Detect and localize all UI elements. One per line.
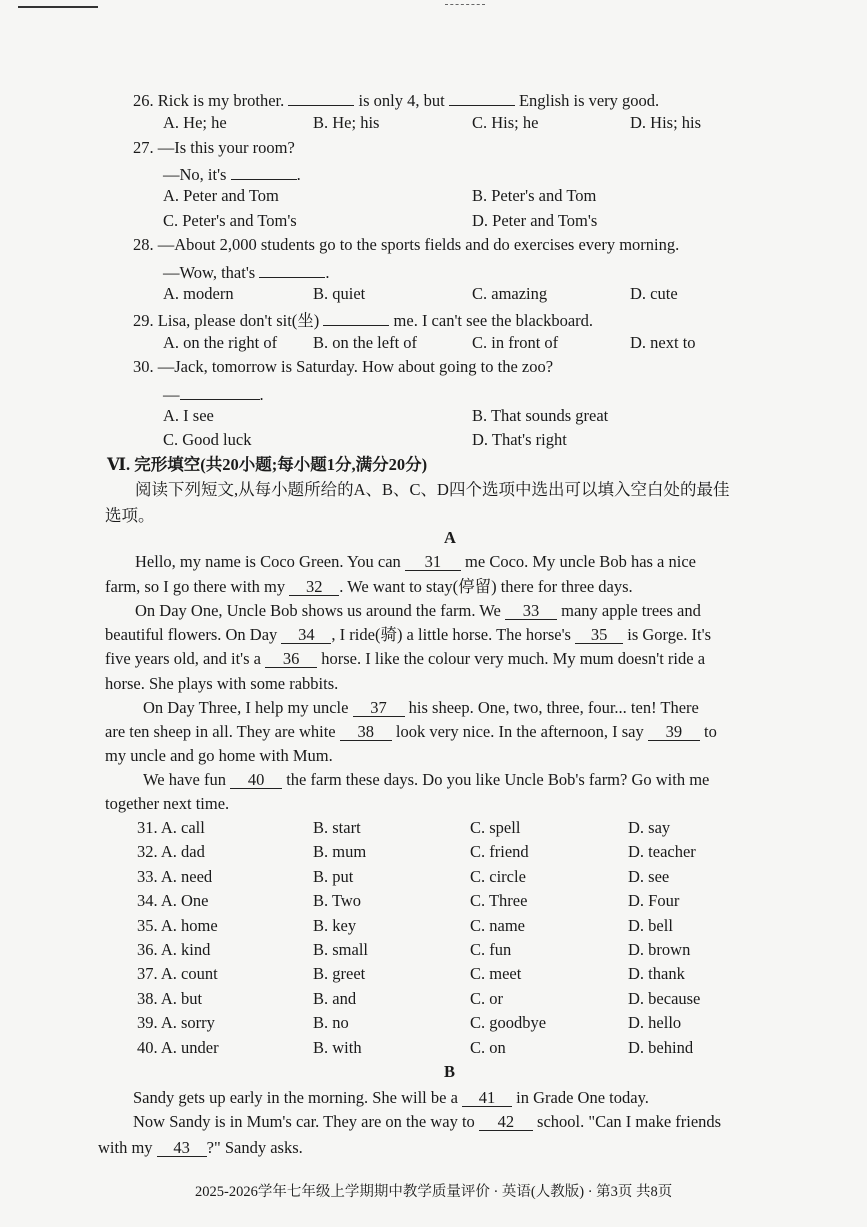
question-text: — bbox=[163, 385, 180, 404]
question-text: is only 4, but bbox=[358, 91, 445, 110]
answer-blank[interactable] bbox=[259, 260, 325, 278]
option-b: B. put bbox=[313, 866, 354, 886]
passage-a-line bbox=[105, 577, 633, 597]
option-d: D. cute bbox=[630, 284, 678, 303]
option-c: C. fun bbox=[470, 940, 512, 959]
passage-a-line bbox=[143, 770, 709, 790]
blank-39[interactable]: 39 bbox=[648, 723, 700, 741]
passage-text: We have fun bbox=[143, 770, 226, 789]
option-b: B. That sounds great bbox=[472, 406, 609, 425]
option-d: D. teacher bbox=[628, 842, 696, 862]
option-b: B. quiet bbox=[313, 284, 366, 303]
option-a: A. I see bbox=[163, 406, 214, 425]
section-heading: Ⅵ. 完形填空(共20小题;每小题1分,满分20分) bbox=[107, 455, 428, 474]
option-c: C. amazing bbox=[472, 284, 548, 303]
option-d: D. next to bbox=[630, 333, 696, 352]
option-c: C. in front of bbox=[472, 333, 559, 352]
passage-text: look very nice. In the afternoon, I say bbox=[395, 722, 644, 741]
passage-text: to bbox=[703, 722, 717, 741]
question-text: —Wow, that's bbox=[163, 263, 256, 282]
top-rule bbox=[18, 6, 98, 8]
passage-text: Hello, my name is Coco Green. You can bbox=[135, 552, 401, 571]
option-d: D. That's right bbox=[472, 430, 567, 449]
blank-38[interactable]: 38 bbox=[340, 723, 392, 741]
option-d: D. see bbox=[628, 866, 670, 886]
question-text: —Is this your room? bbox=[157, 138, 295, 157]
section-instruction-cont: 选项。 bbox=[105, 506, 155, 525]
passage-text: in Grade One today. bbox=[516, 1088, 649, 1107]
punctuation: . bbox=[325, 263, 330, 282]
question-number: 30. bbox=[133, 357, 154, 376]
question-number: 28. bbox=[133, 235, 154, 254]
passage-text: On Day Three, I help my uncle bbox=[143, 698, 349, 717]
passage-text: , I ride(骑) a little horse. The horse's bbox=[331, 625, 571, 644]
section-instruction: 阅读下列短文,从每小题所给的A、B、C、D四个选项中选出可以填入空白处的最佳 bbox=[135, 480, 730, 499]
passage-text: five years old, and it's a bbox=[105, 649, 262, 668]
question-text: —About 2,000 students go to the sports fields and do exercises every morning. bbox=[157, 235, 680, 254]
passage-text: his sheep. One, two, three, four... ten! There bbox=[408, 698, 699, 717]
question-26 bbox=[133, 88, 659, 111]
option-b: B. start bbox=[313, 818, 361, 837]
blank-41[interactable]: 41 bbox=[462, 1089, 512, 1107]
option-d: D. Peter and Tom's bbox=[472, 211, 598, 230]
passage-b-line bbox=[133, 1088, 649, 1108]
passage-text: the farm these days. Do you like Uncle Bob's farm? Go with me bbox=[286, 770, 710, 789]
option-a: 40. A. under bbox=[137, 1037, 219, 1057]
option-c: C. meet bbox=[470, 964, 522, 984]
passage-text: school. "Can I make friends bbox=[537, 1112, 722, 1131]
question-30-reply bbox=[163, 382, 264, 405]
option-b: B. with bbox=[313, 1037, 362, 1057]
passage-text: Sandy gets up early in the morning. She will be a bbox=[133, 1088, 458, 1107]
passage-text: horse. I like the colour very much. My mum doesn't ride a bbox=[321, 649, 706, 668]
blank-35[interactable]: 35 bbox=[575, 626, 623, 644]
question-text: me. I can't see the blackboard. bbox=[393, 311, 594, 330]
option-d: D. His; his bbox=[630, 113, 702, 132]
option-c: C. or bbox=[470, 988, 503, 1008]
option-b: B. small bbox=[313, 940, 369, 959]
option-c: C. circle bbox=[470, 866, 526, 886]
blank-34[interactable]: 34 bbox=[281, 626, 331, 644]
option-d: D. bell bbox=[628, 915, 673, 935]
punctuation: . bbox=[296, 165, 301, 184]
passage-a-line bbox=[135, 552, 696, 572]
passage-text: On Day One, Uncle Bob shows us around the farm. We bbox=[135, 601, 501, 620]
passage-b-label: B bbox=[444, 1062, 456, 1081]
answer-blank[interactable] bbox=[288, 88, 354, 106]
option-d: D. thank bbox=[628, 964, 685, 984]
option-a: A. on the right of bbox=[163, 333, 278, 352]
question-30 bbox=[133, 357, 553, 377]
option-c: C. Three bbox=[470, 891, 528, 911]
question-number: 27. bbox=[133, 138, 154, 157]
option-d: D. brown bbox=[628, 940, 691, 959]
passage-text: Now Sandy is in Mum's car. They are on the way to bbox=[133, 1112, 475, 1131]
question-28-reply bbox=[163, 260, 329, 283]
option-a: 32. A. dad bbox=[137, 842, 205, 862]
passage-a-line bbox=[105, 649, 705, 669]
question-28 bbox=[133, 235, 679, 255]
passage-text: many apple trees and bbox=[561, 601, 701, 620]
option-c: C. His; he bbox=[472, 113, 539, 132]
answer-blank[interactable] bbox=[180, 382, 260, 400]
option-a: 38. A. but bbox=[137, 988, 203, 1008]
option-d: D. say bbox=[628, 818, 671, 837]
option-c: C. friend bbox=[470, 842, 529, 862]
option-a: A. Peter and Tom bbox=[163, 186, 279, 205]
option-b: B. Two bbox=[313, 891, 362, 911]
question-number: 29. bbox=[133, 311, 154, 330]
passage-a-line: horse. She plays with some rabbits. bbox=[105, 674, 339, 693]
passage-a-line bbox=[105, 722, 717, 742]
option-c: C. name bbox=[470, 915, 525, 935]
option-d: D. because bbox=[628, 988, 701, 1008]
blank-36[interactable]: 36 bbox=[265, 650, 317, 668]
option-d: D. Four bbox=[628, 891, 680, 911]
question-text: Rick is my brother. bbox=[157, 91, 285, 110]
page-footer: 2025-2026学年七年级上学期期中教学质量评价 · 英语(人教版) · 第3页 共8页 bbox=[195, 1184, 673, 1200]
option-b: B. He; his bbox=[313, 113, 380, 132]
passage-a-line bbox=[143, 698, 699, 718]
option-a: 34. A. One bbox=[137, 891, 209, 911]
option-b: B. no bbox=[313, 1013, 349, 1033]
passage-text: me Coco. My uncle Bob has a nice bbox=[465, 552, 696, 571]
question-text: English is very good. bbox=[518, 91, 660, 110]
question-27-reply bbox=[163, 162, 301, 185]
option-a: 31. A. call bbox=[137, 818, 205, 837]
blank-32[interactable]: 32 bbox=[289, 578, 339, 596]
passage-a-line: my uncle and go home with Mum. bbox=[105, 746, 333, 765]
question-27 bbox=[133, 138, 295, 158]
option-a: 39. A. sorry bbox=[137, 1013, 215, 1033]
passage-text: ?" Sandy asks. bbox=[206, 1138, 303, 1157]
answer-blank[interactable] bbox=[449, 88, 515, 106]
passage-text: with my bbox=[98, 1138, 153, 1157]
question-text: —No, it's bbox=[163, 165, 227, 184]
blank-43[interactable]: 43 bbox=[157, 1139, 207, 1157]
passage-text: are ten sheep in all. They are white bbox=[105, 722, 336, 741]
option-b: B. mum bbox=[313, 842, 367, 862]
blank-40[interactable]: 40 bbox=[230, 771, 282, 789]
option-b: B. and bbox=[313, 988, 357, 1008]
top-dash bbox=[445, 4, 485, 6]
question-text: —Jack, tomorrow is Saturday. How about going to the zoo? bbox=[157, 357, 554, 376]
option-a: 37. A. count bbox=[137, 964, 218, 984]
passage-a-line: together next time. bbox=[105, 794, 230, 813]
answer-blank[interactable] bbox=[231, 162, 297, 180]
passage-b-line bbox=[133, 1112, 721, 1132]
passage-text: beautiful flowers. On Day bbox=[105, 625, 278, 644]
blank-42[interactable]: 42 bbox=[479, 1113, 533, 1131]
passage-b-line bbox=[98, 1138, 303, 1158]
option-b: B. key bbox=[313, 915, 357, 935]
blank-31[interactable]: 31 bbox=[405, 553, 461, 571]
punctuation: . bbox=[259, 385, 264, 404]
question-29 bbox=[133, 308, 593, 331]
question-number: 26. bbox=[133, 91, 154, 110]
option-a: 35. A. home bbox=[137, 915, 218, 935]
passage-a-line bbox=[105, 625, 711, 645]
answer-blank[interactable] bbox=[323, 308, 389, 326]
option-c: C. Peter's and Tom's bbox=[163, 211, 297, 230]
option-b: B. greet bbox=[313, 964, 366, 984]
blank-37[interactable]: 37 bbox=[353, 699, 405, 717]
option-c: C. Good luck bbox=[163, 430, 252, 449]
option-a: 33. A. need bbox=[137, 866, 213, 886]
option-d: D. hello bbox=[628, 1013, 682, 1033]
question-text: Lisa, please don't sit(坐) bbox=[157, 311, 320, 330]
option-c: C. goodbye bbox=[470, 1013, 547, 1033]
option-b: B. on the left of bbox=[313, 333, 418, 352]
option-c: C. on bbox=[470, 1037, 506, 1057]
option-d: D. behind bbox=[628, 1037, 694, 1057]
passage-a-label: A bbox=[444, 528, 456, 547]
blank-33[interactable]: 33 bbox=[505, 602, 557, 620]
option-c: C. spell bbox=[470, 818, 521, 837]
passage-text: is Gorge. It's bbox=[627, 625, 712, 644]
option-a: 36. A. kind bbox=[137, 940, 211, 959]
passage-a-line bbox=[135, 601, 701, 621]
option-a: A. modern bbox=[163, 284, 234, 303]
passage-text: farm, so I go there with my bbox=[105, 577, 286, 596]
passage-text: . We want to stay(停留) there for three days. bbox=[339, 577, 633, 596]
option-b: B. Peter's and Tom bbox=[472, 186, 597, 205]
option-a: A. He; he bbox=[163, 113, 227, 132]
